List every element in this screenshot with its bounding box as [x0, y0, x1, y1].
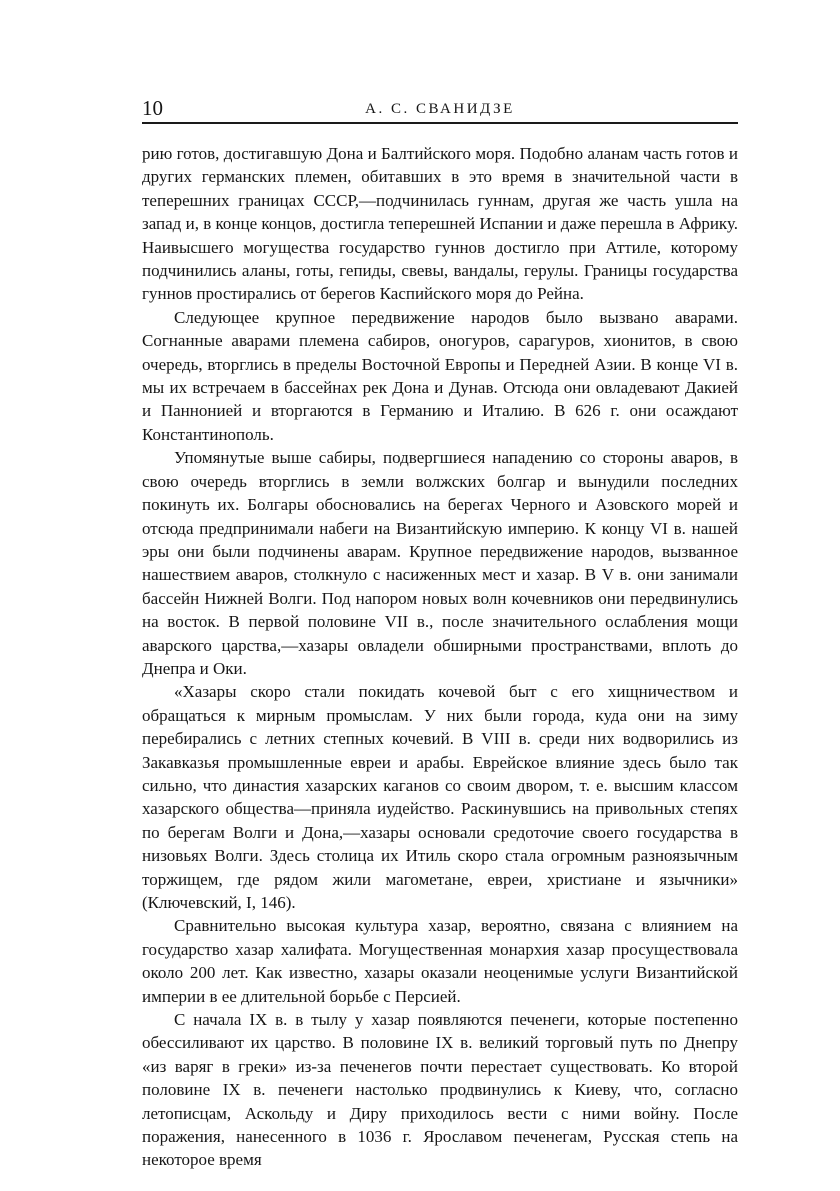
- page-number: 10: [142, 96, 163, 120]
- running-header: [142, 96, 738, 124]
- running-title: А. С. СВАНИДЗЕ: [365, 101, 515, 117]
- paragraph-sabirs: Упомянутые выше сабиры, подвергшиеся нападению со стороны аваров, в свою очередь вторглись в земли волжских болгар и вынудили последних покинуть их. Болгары обосновались на берегах Черного и Азовского морей и отсюда предпринимали набеги на Византийскую империю. К концу VI в. нашей эры они были подчинены аварам. Крупное передвижение народов, вызванное нашествием аваров, столкнуло с насиженных мест и хазар. В V в. они занимали бассейн Нижней Волги. Под напором новых волн кочевников они передвинулись на восток. В первой половине VII в., после значительного ослабления мощи аварского царства,—хазары овладели обширными пространствами, вплоть до Днепра и Оки.: [142, 448, 738, 678]
- body-text: [142, 142, 738, 1172]
- paragraph-klyuchevsky-quote: «Хазары скоро стали покидать кочевой быт с его хищничеством и обращаться к мирным промыслам. У них были города, куда они на зиму перебирались с летних степных кочевий. В VIII в. среди них водворились из Закавказья промышленные евреи и арабы. Еврейское влияние здесь было так сильно, что династия хазарских каганов со своим двором, т. е. высшим классом хазарского общества—приняла иудейство. Раскинувшись на привольных степях по берегам Волги и Дона,—хазары основали средоточие своего государства в низовьях Волги. Здесь столица их Итиль скоро стала огромным разноязычным торжищем, где рядом жили магометане, евреи, христиане и язычники» (Ключевский, I, 146).: [142, 682, 738, 912]
- paragraph-continuation: рию готов, достигавшую Дона и Балтийского моря. Подобно аланам часть готов и других германских племен, обитавших в это время в значительной части в теперешних границах СССР,—подчинилась гуннам, другая же часть ушла на запад и, в конце концов, достигла теперешней Испании и даже перешла в Африку. Наивысшего могущества государство гуннов достигло при Аттиле, которому подчинились аланы, готы, гепиды, свевы, вандалы, герулы. Границы государства гуннов простирались от берегов Каспийского моря до Рейна.: [142, 144, 738, 304]
- paragraph-avars: Следующее крупное передвижение народов было вызвано аварами. Согнанные аварами племена сабиров, оногуров, сарагуров, хионитов, в свою очередь, вторглись в пределы Восточной Европы и Передней Азии. В конце VI в. мы их встречаем в бассейнах рек Дона и Дунав. Отсюда они овладевают Дакией и Паннонией и вторгаются в Германию и Италию. В 626 г. они осаждают Константинополь.: [142, 307, 738, 444]
- paragraph-khazar-culture: Сравнительно высокая культура хазар, вероятно, связана с влиянием на государство хазар халифата. Могущественная монархия хазар просуществовала около 200 лет. Как известно, хазары оказали неоценимые услуги Византийской империи в ее длительной борьбе с Персией.: [142, 916, 738, 1006]
- paragraph-pechenegs: С начала IX в. в тылу у хазар появляются печенеги, которые постепенно обессиливают их царство. В половине IX в. великий торговый путь по Днепру «из варяг в греки» из-за печенегов почти перестает существовать. Ко второй половине IX в. печенеги настолько продвинулись к Киеву, что, согласно летописцам, Аскольду и Диру приходилось вести с ними войну. После поражения, нанесенного в 1036 г. Ярославом печенегам, Русская степь на некоторое время: [142, 1010, 738, 1170]
